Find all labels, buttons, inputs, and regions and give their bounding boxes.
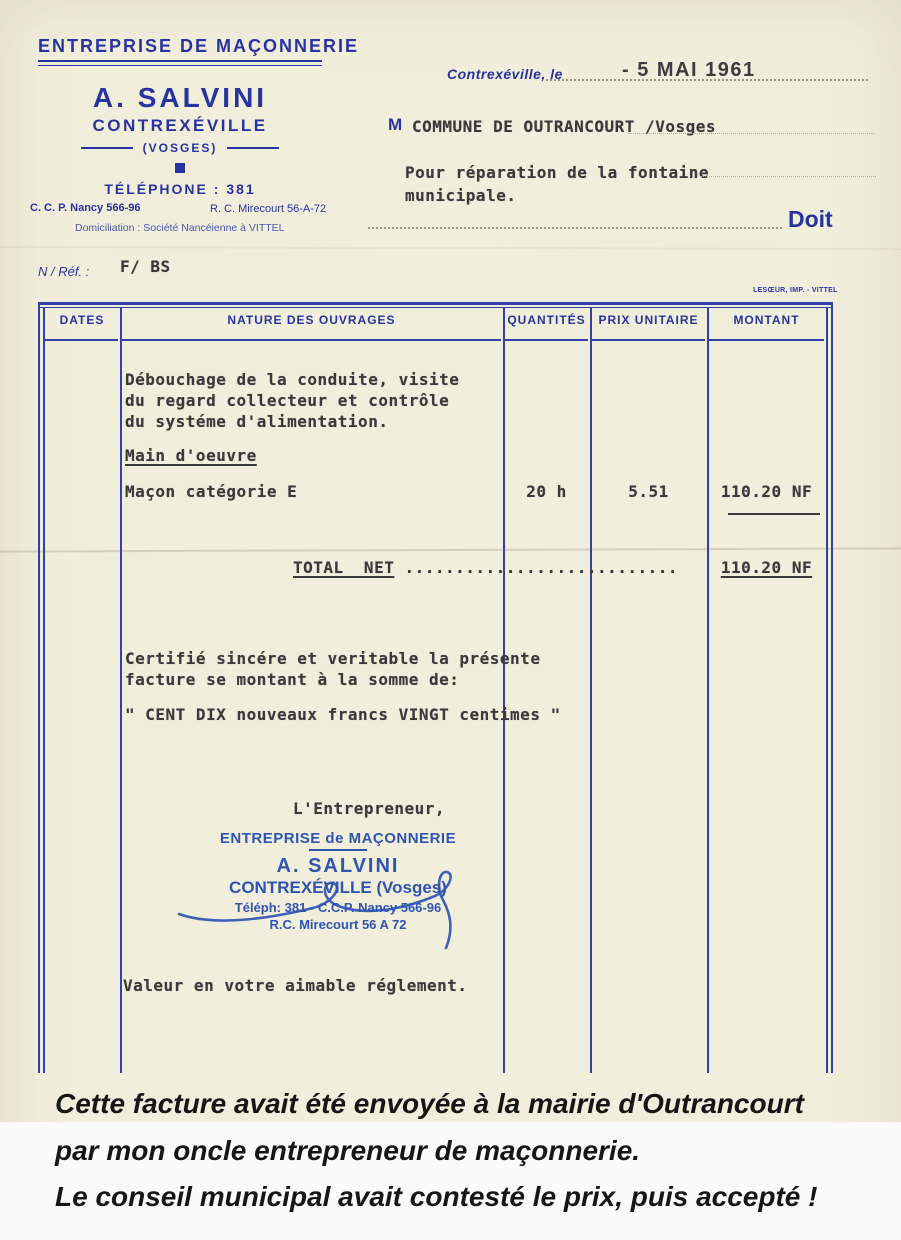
stamp-rc: R.C. Mirecourt 56 A 72	[269, 917, 407, 932]
recipient-name: COMMUNE DE OUTRANCOURT /Vosges	[412, 117, 716, 136]
letterhead-rule-1	[38, 60, 322, 62]
region-dash-right	[227, 147, 279, 149]
total-net-row	[293, 558, 678, 577]
subject-line-1: Pour réparation de la fontaine	[405, 163, 709, 182]
column-divider-montant	[707, 308, 709, 1073]
header-rule-nature	[122, 339, 501, 341]
header-rule-montant	[709, 339, 824, 341]
line-item-quantite: 20 h	[526, 482, 567, 501]
line-item-prix-unitaire: 5.51	[628, 482, 669, 501]
table-border-right	[831, 302, 833, 1073]
header-nature: NATURE DES OUVRAGES	[227, 313, 396, 327]
company-city: CONTREXÉVILLE	[92, 116, 268, 135]
company-activity: ENTREPRISE DE MAÇONNERIE	[38, 36, 360, 56]
column-divider-quantites	[503, 308, 505, 1073]
header-dates: DATES	[59, 313, 105, 327]
ref-value: F/ BS	[120, 257, 171, 276]
company-domiciliation: Domiciliation : Société Nancéienne à VITTEL	[75, 222, 285, 234]
place-date-label: Contrexéville, le	[447, 66, 563, 82]
work-description-line-1: Débouchage de la conduite, visite	[125, 370, 460, 389]
table-border-top-inner	[38, 307, 833, 308]
table-border-right-inner	[826, 308, 828, 1073]
stamp-city: CONTREXÉVILLE (Vosges)	[229, 878, 447, 897]
certification-line-1: Certifié sincére et veritable la présente	[125, 649, 541, 668]
subject-line-2: municipale.	[405, 186, 517, 205]
total-net-label: TOTAL NET	[293, 558, 395, 577]
table-border-left-inner	[43, 308, 45, 1073]
company-region: (VOSGES)	[142, 141, 218, 155]
caption-line-3: Le conseil municipal avait contesté le prix, puis accepté !	[55, 1181, 818, 1212]
header-quantites: QUANTITÉS	[507, 313, 586, 327]
header-rule-prix	[592, 339, 705, 341]
stamp-name: A. SALVINI	[276, 855, 400, 877]
date-stamp: - 5 MAI 1961	[622, 59, 756, 81]
column-divider-prix	[590, 308, 592, 1073]
stamp-activity: ENTREPRISE de MAÇONNERIE	[219, 830, 457, 847]
paper-crease-top	[0, 246, 901, 250]
company-region-row	[38, 141, 322, 155]
closing-line: Valeur en votre aimable réglement.	[123, 976, 468, 995]
header-rule-quantites	[505, 339, 588, 341]
header-montant: MONTANT	[733, 313, 800, 327]
company-rc: R. C. Mirecourt 56-A-72	[210, 203, 327, 215]
stamp-telephone: Téléph: 381 - C.C.P. Nancy 566-96	[234, 900, 442, 915]
amount-in-words: " CENT DIX nouveaux francs VINGT centimes "	[125, 705, 561, 724]
doit-dotted-line	[368, 227, 782, 229]
stamp-rule	[309, 849, 367, 851]
recipient-dotted-line	[628, 133, 874, 134]
section-label-main-doeuvre: Main d'oeuvre	[125, 446, 257, 465]
printer-credit: LESŒUR, IMP. - VITTEL	[753, 287, 838, 294]
company-name: A. SALVINI	[92, 82, 268, 113]
subject-dotted-line	[700, 176, 876, 177]
region-dash-left	[81, 147, 133, 149]
column-divider-dates	[120, 308, 122, 1073]
company-ccp: C. C. P. Nancy 566-96	[30, 202, 141, 214]
invoice-table	[38, 302, 833, 1073]
recipient-m-label: M	[388, 115, 403, 134]
header-prix-unitaire: PRIX UNITAIRE	[598, 313, 699, 327]
work-description-line-2: du regard collecteur et contrôle	[125, 391, 450, 410]
table-border-left	[38, 302, 40, 1073]
ref-label: N / Réf. :	[38, 264, 90, 279]
certification-line-2: facture se montant à la somme de:	[125, 670, 460, 689]
doit-label: Doit	[788, 206, 833, 232]
letterhead-rule-2	[38, 65, 322, 66]
total-net-dots: ...........................	[394, 558, 679, 577]
company-phone: TÉLÉPHONE : 381	[104, 181, 256, 197]
montant-underline	[728, 513, 820, 515]
line-item-montant: 110.20 NF	[720, 482, 813, 501]
table-border-top	[38, 302, 833, 305]
work-description-line-3: du systéme d'alimentation.	[125, 412, 389, 431]
caption-line-1: Cette facture avait été envoyée à la mairie d'Outrancourt	[55, 1088, 804, 1119]
handwritten-signature	[173, 862, 503, 962]
total-net-montant: 110.20 NF	[720, 558, 813, 577]
entrepreneur-title: L'Entrepreneur,	[293, 799, 445, 818]
caption-line-2: par mon oncle entrepreneur de maçonnerie.	[55, 1135, 641, 1166]
header-rule-dates	[45, 339, 118, 341]
line-item-nature: Maçon catégorie E	[125, 482, 298, 501]
letterhead-square-ornament	[175, 163, 185, 173]
